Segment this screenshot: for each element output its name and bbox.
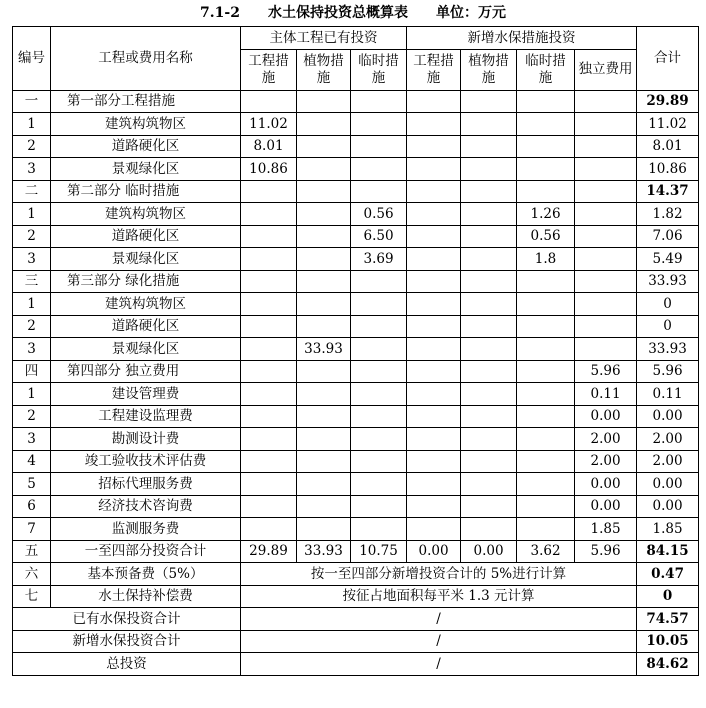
row-value: [297, 113, 351, 136]
row-total: 33.93: [637, 338, 699, 361]
row-value: [351, 90, 407, 113]
row-value: [461, 248, 517, 271]
row-value: [351, 270, 407, 293]
row-value: [351, 450, 407, 473]
row-index: 3: [13, 248, 51, 271]
table-row: [13, 495, 699, 518]
header-group-new: 新增水保措施投资: [407, 27, 637, 50]
row-value: [461, 135, 517, 158]
row-total: 5.49: [637, 248, 699, 271]
row-value: [575, 113, 637, 136]
row-value: [407, 90, 461, 113]
row-value: [407, 405, 461, 428]
row-value: 5.96: [575, 360, 637, 383]
summary-text: /: [241, 608, 637, 631]
row-value: [351, 113, 407, 136]
note-row: [13, 585, 699, 608]
table-row: [13, 360, 699, 383]
row-value: [241, 90, 297, 113]
header-existing-temporary: 临时措施: [351, 49, 407, 90]
summary-name: 总投资: [13, 653, 241, 676]
row-value: [351, 405, 407, 428]
row-name: 第三部分 绿化措施: [51, 270, 241, 293]
row-value: 10.75: [351, 540, 407, 563]
row-value: [517, 473, 575, 496]
row-value: [575, 293, 637, 316]
row-index: 六: [13, 563, 51, 586]
header-existing-engineering: 工程措施: [241, 49, 297, 90]
row-value: [297, 90, 351, 113]
row-value: [351, 293, 407, 316]
summary-text: /: [241, 653, 637, 676]
row-value: [461, 113, 517, 136]
row-value: [461, 405, 517, 428]
header-existing-plant: 植物措施: [297, 49, 351, 90]
row-index: 6: [13, 495, 51, 518]
summary-name: 新增水保投资合计: [13, 630, 241, 653]
row-value: 0.11: [575, 383, 637, 406]
row-value: [461, 338, 517, 361]
table-row: [13, 383, 699, 406]
note-text: 按征占地面积每平米 1.3 元计算: [241, 585, 637, 608]
row-index: 3: [13, 428, 51, 451]
row-total: 2.00: [637, 450, 699, 473]
header-group-existing: 主体工程已有投资: [241, 27, 407, 50]
row-value: [297, 180, 351, 203]
table-row: [13, 450, 699, 473]
row-value: [241, 495, 297, 518]
row-value: [407, 270, 461, 293]
row-index: 3: [13, 158, 51, 181]
row-value: [575, 90, 637, 113]
row-value: 0.00: [575, 405, 637, 428]
row-value: [297, 360, 351, 383]
row-value: [241, 293, 297, 316]
row-value: [241, 315, 297, 338]
header-idx: 编号: [13, 27, 51, 91]
row-total: 0: [637, 293, 699, 316]
row-index: 5: [13, 473, 51, 496]
table-row: [13, 518, 699, 541]
row-value: 3.69: [351, 248, 407, 271]
row-value: [461, 293, 517, 316]
row-value: [461, 315, 517, 338]
row-index: 五: [13, 540, 51, 563]
row-total: 33.93: [637, 270, 699, 293]
row-value: [351, 338, 407, 361]
row-value: [297, 293, 351, 316]
row-value: [241, 405, 297, 428]
table-row: [13, 338, 699, 361]
row-name: 道路硬化区: [51, 135, 241, 158]
row-value: [407, 360, 461, 383]
row-index: 1: [13, 383, 51, 406]
row-value: 29.89: [241, 540, 297, 563]
row-value: [351, 495, 407, 518]
row-value: [297, 495, 351, 518]
row-value: [297, 315, 351, 338]
row-value: [575, 158, 637, 181]
row-name: 道路硬化区: [51, 315, 241, 338]
table-row: [13, 203, 699, 226]
row-name: 第二部分 临时措施: [51, 180, 241, 203]
row-value: [241, 428, 297, 451]
row-value: 10.86: [241, 158, 297, 181]
table-row: [13, 158, 699, 181]
header-name: 工程或费用名称: [51, 27, 241, 91]
row-total: 0.00: [637, 473, 699, 496]
row-value: 0.56: [351, 203, 407, 226]
row-total: 8.01: [637, 135, 699, 158]
row-value: 5.96: [575, 540, 637, 563]
row-value: [407, 450, 461, 473]
row-value: [517, 495, 575, 518]
row-value: [407, 203, 461, 226]
header-new-plant: 植物措施: [461, 49, 517, 90]
row-value: [241, 180, 297, 203]
row-value: [407, 248, 461, 271]
row-value: [517, 270, 575, 293]
row-value: [575, 248, 637, 271]
row-value: 0.00: [575, 473, 637, 496]
row-value: [297, 405, 351, 428]
row-index: 2: [13, 225, 51, 248]
row-value: [297, 158, 351, 181]
row-value: [297, 428, 351, 451]
row-value: [297, 383, 351, 406]
row-value: [461, 158, 517, 181]
row-value: [575, 180, 637, 203]
row-value: [517, 293, 575, 316]
row-name: 道路硬化区: [51, 225, 241, 248]
row-index: 1: [13, 203, 51, 226]
row-value: [407, 180, 461, 203]
row-name: 第四部分 独立费用: [51, 360, 241, 383]
row-value: [241, 450, 297, 473]
row-name: 招标代理服务费: [51, 473, 241, 496]
row-value: 0.00: [575, 495, 637, 518]
row-name: 基本预备费（5%）: [51, 563, 241, 586]
row-value: [407, 518, 461, 541]
row-value: [461, 383, 517, 406]
row-value: [517, 90, 575, 113]
row-total: 0.47: [637, 563, 699, 586]
row-value: [575, 315, 637, 338]
note-row: [13, 563, 699, 586]
row-value: [517, 360, 575, 383]
table-row: [13, 315, 699, 338]
row-value: 2.00: [575, 450, 637, 473]
row-total: 0.00: [637, 405, 699, 428]
row-value: 2.00: [575, 428, 637, 451]
row-value: [297, 225, 351, 248]
row-value: [241, 518, 297, 541]
table-number: 7.1-2: [200, 5, 240, 21]
row-value: [351, 473, 407, 496]
row-value: [461, 360, 517, 383]
row-total: 14.37: [637, 180, 699, 203]
row-value: [407, 428, 461, 451]
row-value: [517, 158, 575, 181]
table-row: [13, 90, 699, 113]
row-value: [297, 473, 351, 496]
row-value: [461, 225, 517, 248]
row-value: [407, 495, 461, 518]
row-name: 水土保持补偿费: [51, 585, 241, 608]
row-name: 工程建设监理费: [51, 405, 241, 428]
row-value: [461, 90, 517, 113]
row-name: 建筑构筑物区: [51, 203, 241, 226]
row-value: [241, 248, 297, 271]
table-row: [13, 270, 699, 293]
row-value: 0.00: [461, 540, 517, 563]
table-name: 水土保持投资总概算表: [267, 5, 408, 21]
row-total: 0.11: [637, 383, 699, 406]
row-value: 1.85: [575, 518, 637, 541]
row-value: 11.02: [241, 113, 297, 136]
header-row-1: [13, 27, 699, 50]
row-value: [575, 225, 637, 248]
summary-row: [13, 653, 699, 676]
row-total: 1.85: [637, 518, 699, 541]
row-name: 勘测设计费: [51, 428, 241, 451]
summary-row: [13, 608, 699, 631]
row-value: 0.00: [407, 540, 461, 563]
row-name: 景观绿化区: [51, 158, 241, 181]
row-value: 8.01: [241, 135, 297, 158]
row-index: 4: [13, 450, 51, 473]
row-index: 七: [13, 585, 51, 608]
row-value: [407, 338, 461, 361]
row-value: [351, 383, 407, 406]
row-value: [517, 383, 575, 406]
header-new-engineering: 工程措施: [407, 49, 461, 90]
summary-row: [13, 630, 699, 653]
row-value: [297, 518, 351, 541]
table-title: [0, 0, 706, 26]
row-value: [517, 135, 575, 158]
row-value: [351, 360, 407, 383]
row-name: 经济技术咨询费: [51, 495, 241, 518]
row-value: [575, 270, 637, 293]
row-value: [517, 450, 575, 473]
row-value: [517, 428, 575, 451]
row-name: 一至四部分投资合计: [51, 540, 241, 563]
table-row: [13, 293, 699, 316]
row-value: [241, 383, 297, 406]
row-total: 0.00: [637, 495, 699, 518]
row-value: 1.8: [517, 248, 575, 271]
row-index: 2: [13, 315, 51, 338]
row-value: [461, 495, 517, 518]
table-row: [13, 473, 699, 496]
row-total: 1.82: [637, 203, 699, 226]
row-total: 0: [637, 585, 699, 608]
summary-total: 74.57: [637, 608, 699, 631]
row-value: [517, 315, 575, 338]
row-value: 0.56: [517, 225, 575, 248]
row-value: [241, 225, 297, 248]
row-value: 3.62: [517, 540, 575, 563]
row-index: 二: [13, 180, 51, 203]
row-value: [407, 293, 461, 316]
row-total: 10.86: [637, 158, 699, 181]
row-value: [407, 158, 461, 181]
row-value: [351, 428, 407, 451]
row-value: [297, 450, 351, 473]
row-value: 6.50: [351, 225, 407, 248]
summary-total: 10.05: [637, 630, 699, 653]
row-value: [407, 225, 461, 248]
row-value: [461, 428, 517, 451]
row-value: [461, 203, 517, 226]
row-value: [407, 473, 461, 496]
row-index: 2: [13, 405, 51, 428]
table-row: [13, 113, 699, 136]
row-value: 1.26: [517, 203, 575, 226]
row-value: [575, 203, 637, 226]
row-index: 1: [13, 293, 51, 316]
row-value: [351, 180, 407, 203]
row-total: 29.89: [637, 90, 699, 113]
summary-total: 84.62: [637, 653, 699, 676]
row-index: 7: [13, 518, 51, 541]
header-new-independent: 独立费用: [575, 49, 637, 90]
row-total: 2.00: [637, 428, 699, 451]
row-value: [351, 315, 407, 338]
row-index: 三: [13, 270, 51, 293]
row-value: [241, 360, 297, 383]
row-value: 33.93: [297, 540, 351, 563]
row-value: [517, 338, 575, 361]
row-value: [461, 270, 517, 293]
row-name: 竣工验收技术评估费: [51, 450, 241, 473]
investment-table: [12, 26, 699, 676]
row-index: 2: [13, 135, 51, 158]
row-index: 一: [13, 90, 51, 113]
table-row: [13, 225, 699, 248]
row-value: [351, 135, 407, 158]
table-row: [13, 135, 699, 158]
table-row: [13, 180, 699, 203]
row-value: [241, 203, 297, 226]
row-value: [517, 518, 575, 541]
table-row: [13, 405, 699, 428]
row-total: 84.15: [637, 540, 699, 563]
row-value: [517, 180, 575, 203]
row-value: [297, 135, 351, 158]
note-text: 按一至四部分新增投资合计的 5%进行计算: [241, 563, 637, 586]
row-name: 第一部分工程措施: [51, 90, 241, 113]
table-row: [13, 540, 699, 563]
row-name: 建筑构筑物区: [51, 293, 241, 316]
row-value: [461, 180, 517, 203]
row-index: 3: [13, 338, 51, 361]
header-total: 合计: [637, 27, 699, 91]
row-total: 0: [637, 315, 699, 338]
row-total: 11.02: [637, 113, 699, 136]
row-value: [351, 518, 407, 541]
row-value: [297, 248, 351, 271]
table-row: [13, 428, 699, 451]
row-value: [407, 135, 461, 158]
row-value: 33.93: [297, 338, 351, 361]
summary-text: /: [241, 630, 637, 653]
row-value: [517, 113, 575, 136]
row-value: [575, 338, 637, 361]
row-name: 监测服务费: [51, 518, 241, 541]
row-name: 景观绿化区: [51, 338, 241, 361]
row-name: 景观绿化区: [51, 248, 241, 271]
row-value: [517, 405, 575, 428]
summary-name: 已有水保投资合计: [13, 608, 241, 631]
row-value: [407, 315, 461, 338]
row-index: 1: [13, 113, 51, 136]
row-value: [241, 473, 297, 496]
row-index: 四: [13, 360, 51, 383]
row-value: [461, 518, 517, 541]
row-value: [241, 270, 297, 293]
row-value: [461, 473, 517, 496]
row-value: [241, 338, 297, 361]
row-name: 建筑构筑物区: [51, 113, 241, 136]
row-total: 7.06: [637, 225, 699, 248]
row-value: [407, 113, 461, 136]
row-value: [461, 450, 517, 473]
row-value: [297, 270, 351, 293]
table-row: [13, 248, 699, 271]
row-value: [297, 203, 351, 226]
row-total: 5.96: [637, 360, 699, 383]
row-value: [575, 135, 637, 158]
row-value: [351, 158, 407, 181]
header-new-temporary: 临时措施: [517, 49, 575, 90]
table-unit: 单位：万元: [435, 5, 506, 21]
row-name: 建设管理费: [51, 383, 241, 406]
row-value: [407, 383, 461, 406]
